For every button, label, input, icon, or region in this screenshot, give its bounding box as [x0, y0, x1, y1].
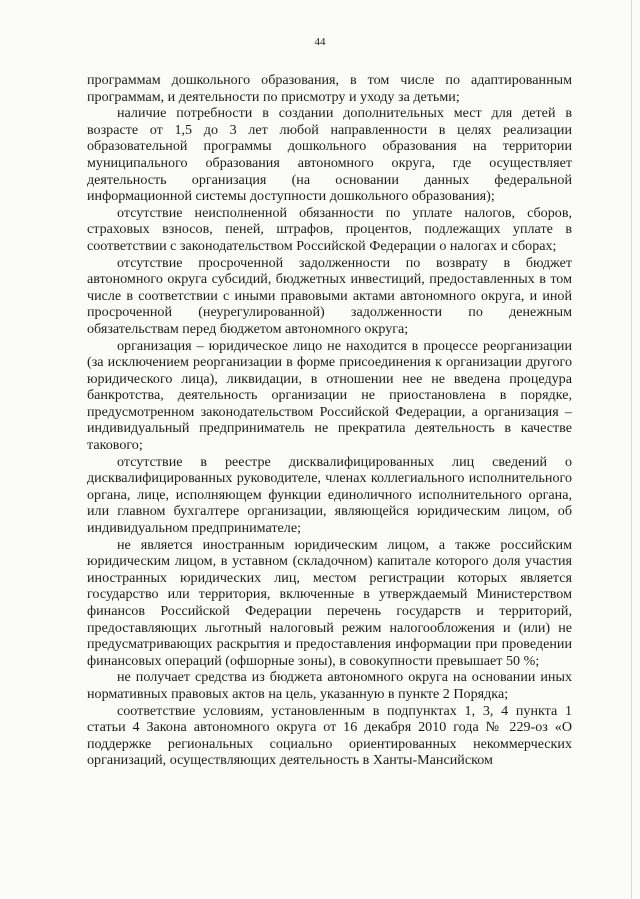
page-number: 44	[314, 36, 326, 48]
paragraph-law-compliance: соответствие условиям, установленным в подпунктах 1, 3, 4 пункта 1 статьи 4 Закона автономного округа от 16 декабря 2010 года № 229-оз «О поддержке региональных социально ориентированных некоммерческих организаций, осуществляющих деятельность в Ханты-Мансийском	[87, 702, 572, 769]
paragraph-no-overdue-debt: отсутствие просроченной задолженности по возврату в бюджет автономного округа субсидий, бюджетных инвестиций, предоставленных в том числе в соответствии с иными правовыми актами автономного округа, и иной просроченной (неурегулированной) задолженности по денежным обязательствам перед бюджетом автономного округа;	[87, 254, 572, 337]
paragraph-no-tax-arrears: отсутствие неисполненной обязанности по уплате налогов, сборов, страховых взносов, пеней, штрафов, процентов, подлежащих уплате в соответствии с законодательством Российской Федерации о налогах и сборах;	[87, 204, 572, 254]
scan-edge-line	[631, 0, 632, 899]
document-body	[87, 72, 572, 769]
paragraph-not-in-reorganization: организация – юридическое лицо не находится в процессе реорганизации (за исключением реорганизации в форме присоединения к организации другого юридического лица), ликвидации, в отношении нее не введена процедура банкротства, деятельность организации не приостановлена в порядке, предусмотренном законодательством Российской Федерации, а организация – индивидуальный предприниматель не прекратила деятельность в качестве такового;	[87, 337, 572, 454]
paragraph-preschool-programs: программам дошкольного образования, в том числе по адаптированным программам, и деятельности по присмотру и уходу за детьми;	[87, 72, 572, 105]
paragraph-additional-places: наличие потребности в создании дополнительных мест для детей в возрасте от 1,5 до 3 лет любой направленности в целях реализации образовательной программы дошкольного образования на территории муниципального образования автономного округа, где осуществляет деятельность организация (на основании данных федеральной информационной системы доступности дошкольного образования);	[87, 105, 572, 205]
paragraph-disqualified-persons: отсутствие в реестре дисквалифицированных лиц сведений о дисквалифицированных руководителе, членах коллегиального исполнительного органа, лице, исполняющем функции единоличного исполнительного органа, или главном бухгалтере организации, являющейся юридическим лицом, об индивидуальном предпринимателе;	[87, 453, 572, 537]
paragraph-not-foreign-entity: не является иностранным юридическим лицом, а также российским юридическим лицом, в уставном (складочном) капитале которого доля участия иностранных юридических лиц, местом регистрации которых является государство или территория, включенные в утверждаемый Министерством финансов Российской Федерации перечень государств и территорий, предоставляющих льготный налоговый режим налогообложения и (или) не предусматривающих раскрытия и предоставления информации при проведении финансовых операций (офшорные зоны), в совокупности превышает 50 %;	[87, 536, 572, 669]
paragraph-no-other-budget-funds: не получает средства из бюджета автономного округа на основании иных нормативных правовых актов на цель, указанную в пункте 2 Порядка;	[87, 669, 572, 702]
